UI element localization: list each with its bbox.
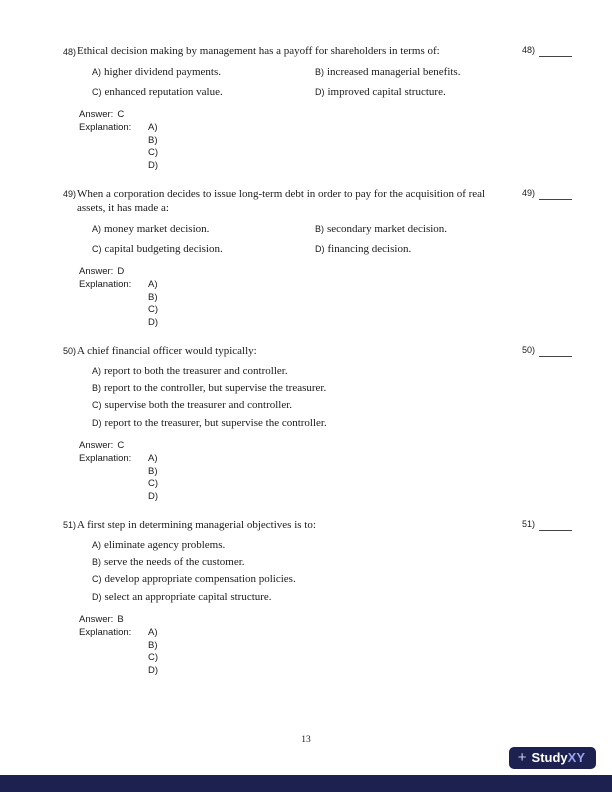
- option-label: B): [92, 382, 101, 393]
- option-a: [92, 536, 608, 553]
- option-c: [92, 396, 608, 413]
- question-51: [63, 518, 608, 678]
- answer-value: D: [117, 265, 125, 277]
- explanation-label: Explanation:: [79, 452, 132, 464]
- option-c: [92, 82, 315, 100]
- question-number: 51): [63, 520, 77, 531]
- explanation-item: A): [148, 452, 158, 464]
- option-c: [92, 239, 315, 257]
- question-ref: [522, 519, 572, 531]
- explanation-items: [148, 627, 158, 678]
- option-d: [92, 588, 608, 605]
- explanation-items: [148, 279, 158, 330]
- option-text: secondary market decision.: [327, 222, 448, 235]
- option-label: B): [92, 556, 101, 567]
- answer-label: Answer:: [79, 439, 114, 451]
- option-c: [92, 570, 608, 587]
- studyxy-logo: [509, 747, 596, 769]
- option-text: eliminate agency problems.: [104, 538, 226, 551]
- answer-blank-line: [539, 48, 572, 57]
- answer-blank-line: [539, 191, 572, 200]
- explanation-item: D): [148, 316, 159, 328]
- question-ref-number: 48): [522, 45, 536, 55]
- option-a: [92, 362, 608, 379]
- explanation-item: C): [148, 147, 159, 159]
- option-label: D): [92, 591, 102, 602]
- question-text: When a corporation decides to issue long-term debt in order to pay for the acquisition of real assets, it has made a:: [77, 187, 486, 214]
- option-label: B): [315, 223, 324, 234]
- option-label: C): [92, 243, 102, 254]
- option-text: report to the controller, but supervise the treasurer.: [104, 381, 327, 394]
- question-head: [63, 344, 511, 358]
- options-list: [92, 219, 608, 257]
- answer-blank-line: [539, 522, 572, 531]
- question-text: A chief financial officer would typically:: [77, 344, 257, 357]
- option-b: [92, 379, 608, 396]
- explanation-item: C): [148, 304, 159, 316]
- explanation-item: D): [148, 160, 159, 172]
- option-label: C): [92, 400, 102, 411]
- answer-blank-line: [539, 348, 572, 357]
- option-text: higher dividend payments.: [104, 66, 222, 78]
- option-text: supervise both the treasurer and controller.: [104, 399, 293, 412]
- explanation-item: D): [148, 664, 159, 676]
- option-label: A): [92, 539, 101, 550]
- option-text: report to the treasurer, but supervise the controller.: [104, 416, 327, 429]
- logo-text-study: Study: [531, 750, 568, 765]
- question-head: [63, 518, 511, 532]
- explanation-item: C): [148, 652, 159, 664]
- answer-label: Answer:: [79, 109, 114, 120]
- explanation-item: C): [148, 478, 159, 490]
- explanation-item: B): [148, 291, 158, 303]
- option-label: D): [315, 87, 325, 97]
- option-d: [315, 82, 608, 100]
- options-list: [92, 362, 608, 431]
- question-49: [63, 187, 608, 330]
- answer-row: [79, 440, 608, 452]
- option-d: [315, 239, 608, 257]
- explanation-row: [79, 279, 608, 330]
- answer-value: C: [117, 109, 125, 120]
- option-text: increased managerial benefits.: [327, 66, 461, 78]
- question-number: 48): [63, 46, 77, 57]
- option-text: capital budgeting decision.: [104, 242, 223, 255]
- option-text: financing decision.: [327, 242, 412, 255]
- explanation-items: [148, 122, 158, 173]
- option-label: C): [92, 87, 102, 97]
- explanation-item: B): [148, 465, 158, 477]
- option-b: [315, 62, 608, 80]
- option-label: A): [92, 365, 101, 376]
- option-label: D): [92, 417, 102, 428]
- option-b: [92, 553, 608, 570]
- option-label: D): [315, 243, 325, 254]
- explanation-item: B): [148, 134, 158, 146]
- explanation-row: [79, 122, 608, 173]
- explanation-label: Explanation:: [79, 626, 132, 638]
- explanation-label: Explanation:: [79, 122, 132, 133]
- question-number: 49): [63, 189, 77, 200]
- explanation-label: Explanation:: [79, 278, 132, 290]
- options-list: [92, 62, 608, 100]
- answer-row: [79, 266, 608, 278]
- page-number: 13: [301, 735, 311, 745]
- answer-row: [79, 109, 608, 121]
- option-label: A): [92, 67, 101, 77]
- explanation-row: [79, 453, 608, 504]
- option-text: money market decision.: [104, 222, 210, 235]
- question-number: 50): [63, 346, 77, 357]
- option-label: C): [92, 574, 102, 585]
- question-ref-number: 50): [522, 344, 536, 355]
- explanation-items: [148, 453, 158, 504]
- question-ref: [522, 45, 572, 57]
- option-text: serve the needs of the customer.: [104, 555, 245, 568]
- answer-row: [79, 614, 608, 626]
- question-text: A first step in determining managerial objectives is to:: [77, 518, 316, 531]
- question-text: Ethical decision making by management has a payoff for shareholders in terms of:: [77, 45, 440, 57]
- option-text: improved capital structure.: [327, 86, 446, 98]
- answer-label: Answer:: [79, 265, 114, 277]
- explanation-row: [79, 627, 608, 678]
- question-50: [63, 344, 608, 504]
- explanation-item: A): [148, 122, 158, 133]
- option-text: develop appropriate compensation policies.: [104, 573, 296, 586]
- option-d: [92, 414, 608, 431]
- explanation-item: A): [148, 278, 158, 290]
- question-ref-number: 51): [522, 518, 536, 529]
- answer-label: Answer:: [79, 613, 114, 625]
- plus-icon: +: [517, 749, 527, 766]
- question-head: [63, 187, 511, 215]
- option-a: [92, 219, 315, 237]
- question-ref-number: 49): [522, 187, 536, 198]
- option-label: A): [92, 223, 101, 234]
- answer-value: B: [117, 613, 124, 625]
- question-ref: [522, 345, 572, 357]
- option-text: report to both the treasurer and controller.: [104, 364, 288, 377]
- option-b: [315, 219, 608, 237]
- question-48: [63, 44, 608, 173]
- explanation-item: D): [148, 490, 159, 502]
- logo-text-xy: XY: [567, 750, 585, 765]
- options-list: [92, 536, 608, 605]
- explanation-item: A): [148, 626, 158, 638]
- question-head: [63, 44, 511, 58]
- option-label: B): [315, 67, 324, 77]
- question-ref: [522, 188, 572, 200]
- option-text: select an appropriate capital structure.: [104, 590, 272, 603]
- answer-value: C: [117, 439, 125, 451]
- option-text: enhanced reputation value.: [104, 86, 223, 98]
- explanation-item: B): [148, 639, 158, 651]
- option-a: [92, 62, 315, 80]
- footer-bar: [0, 775, 612, 792]
